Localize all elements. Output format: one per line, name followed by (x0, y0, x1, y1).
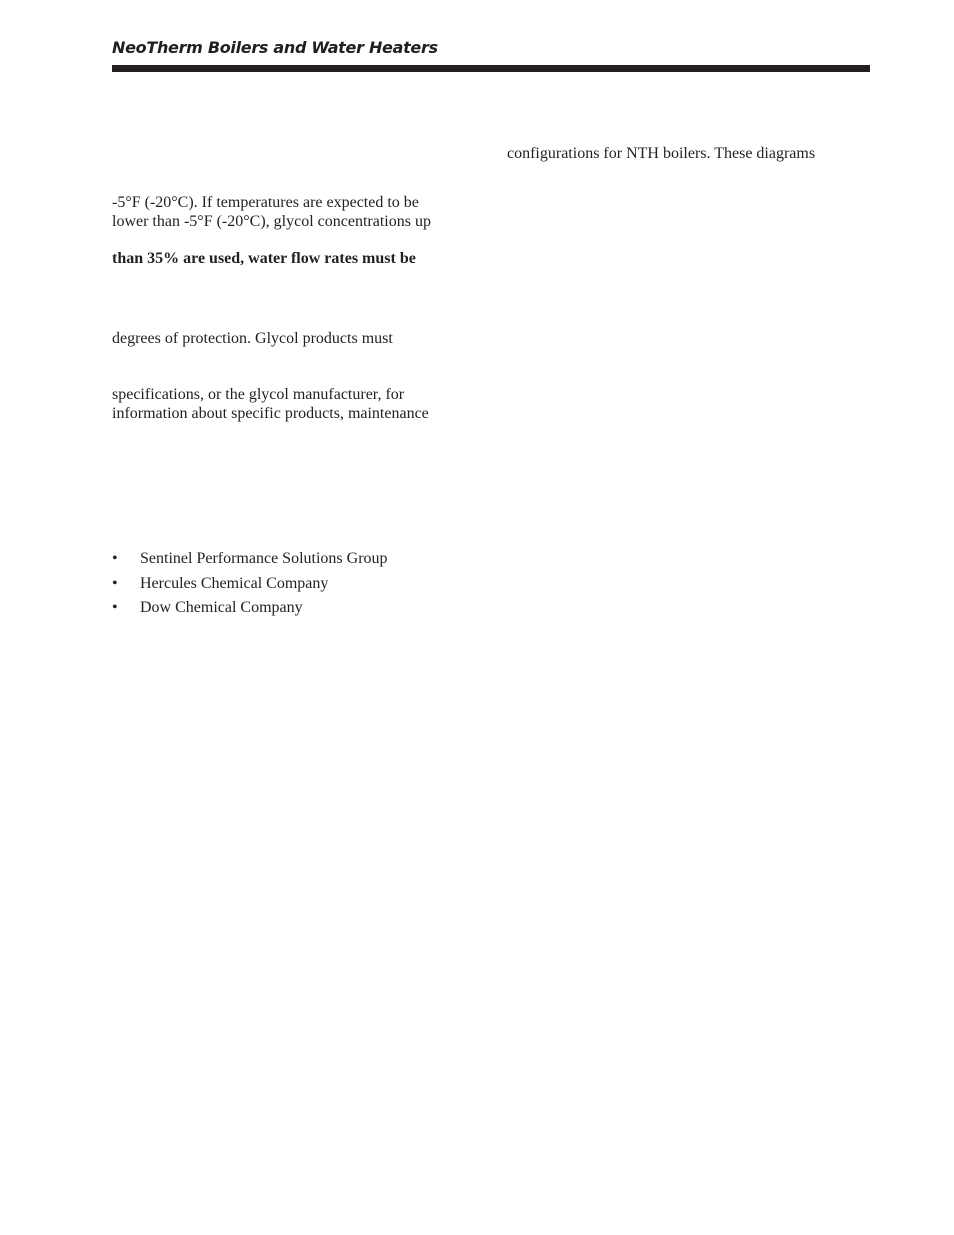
list-item-text: Hercules Chemical Company (140, 575, 329, 592)
bullet-icon: • (112, 599, 118, 616)
header-rule (112, 65, 870, 72)
body-text-line: -5°F (-20°C). If temperatures are expected to be (112, 194, 419, 211)
body-text-line-bold: than 35% are used, water flow rates must be (112, 250, 416, 267)
header-title: NeoTherm Boilers and Water Heaters (112, 38, 438, 57)
bullet-icon: • (112, 575, 118, 592)
bullet-icon: • (112, 550, 118, 567)
right-text-line: configurations for NTH boilers. These diagrams (507, 145, 816, 162)
body-text-line: information about specific products, maintenance (112, 405, 429, 422)
body-text-line: degrees of protection. Glycol products must (112, 330, 393, 347)
body-text-line: specifications, or the glycol manufacturer, for (112, 386, 405, 403)
list-item-text: Dow Chemical Company (140, 599, 303, 616)
list-item-text: Sentinel Performance Solutions Group (140, 550, 388, 567)
body-text-line: lower than -5°F (-20°C), glycol concentrations up (112, 213, 431, 230)
